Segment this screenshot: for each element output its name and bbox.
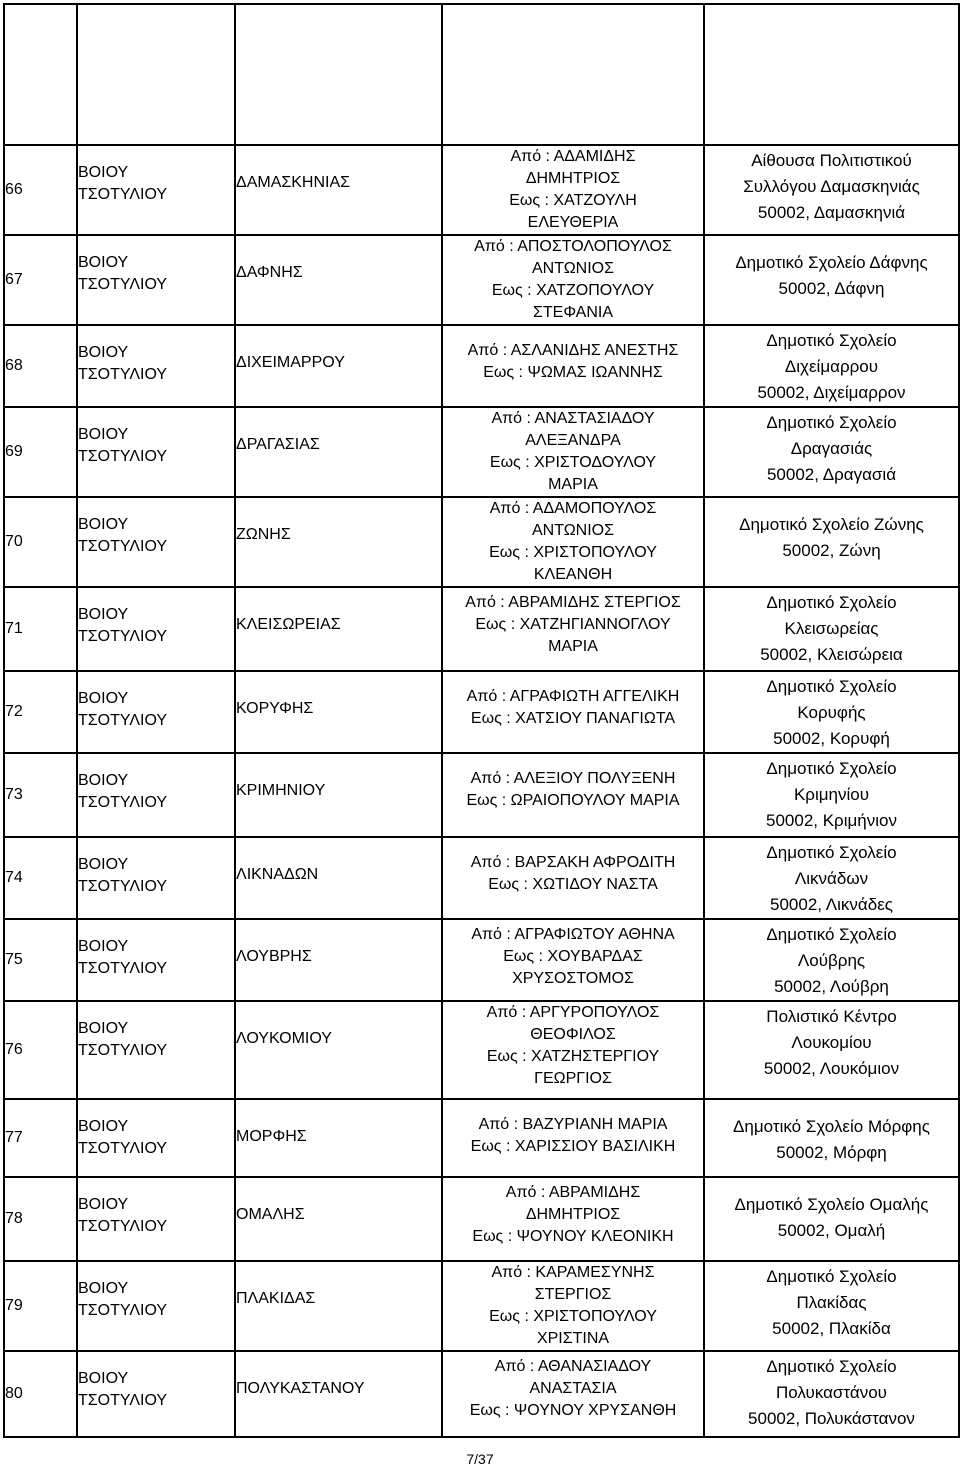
table-row bbox=[4, 919, 959, 1001]
voters-range: Από : ΒΑΖΥΡΙΑΝΗ ΜΑΡΙΑ Εως : ΧΑΡΙΣΣΙΟΥ ΒΑΣΙΛΙΚΗ bbox=[442, 1099, 704, 1177]
voters-range: Από : ΑΓΡΑΦΙΩΤΟΥ ΑΘΗΝΑ Εως : ΧΟΥΒΑΡΔΑΣ ΧΡΥΣΟΣΤΟΜΟΣ bbox=[442, 919, 704, 1001]
polling-station: Δημοτικό Σχολείο Δάφνης 50002, Δάφνη bbox=[704, 235, 959, 325]
section-number: 77 bbox=[4, 1099, 77, 1177]
table-row bbox=[4, 407, 959, 497]
municipality: ΒΟΙΟΥ ΤΣΟΤΥΛΙΟΥ bbox=[77, 587, 235, 671]
table-row bbox=[4, 145, 959, 235]
table-row bbox=[4, 837, 959, 919]
voters-range: Από : ΑΝΑΣΤΑΣΙΑΔΟΥ ΑΛΕΞΑΝΔΡΑ Εως : ΧΡΙΣΤΟΔΟΥΛΟΥ ΜΑΡΙΑ bbox=[442, 407, 704, 497]
header-polling-station: ΚΑΤΑΣΤΗΜΑ ΨΗΦΟΦΟΡΙΑΣ bbox=[704, 4, 959, 145]
polling-station: Δημοτικό Σχολείο Λούβρης 50002, Λούβρη bbox=[704, 919, 959, 1001]
section-number: 75 bbox=[4, 919, 77, 1001]
municipality: ΒΟΙΟΥ ΤΣΟΤΥΛΙΟΥ bbox=[77, 1177, 235, 1261]
voters-range: Από : ΑΔΑΜΙΔΗΣ ΔΗΜΗΤΡΙΟΣ Εως : ΧΑΤΖΟΥΛΗ ΕΛΕΥΘΕΡΙΑ bbox=[442, 145, 704, 235]
polling-station: Δημοτικό Σχολείο Πολυκαστάνου 50002, Πολυκάστανον bbox=[704, 1351, 959, 1437]
municipality: ΒΟΙΟΥ ΤΣΟΤΥΛΙΟΥ bbox=[77, 235, 235, 325]
table-row bbox=[4, 671, 959, 753]
section-number: 80 bbox=[4, 1351, 77, 1437]
municipality: ΒΟΙΟΥ ΤΣΟΤΥΛΙΟΥ bbox=[77, 407, 235, 497]
electoral-department: ΠΛΑΚΙΔΑΣ bbox=[235, 1261, 442, 1351]
table-row bbox=[4, 1177, 959, 1261]
electoral-department: ΔΙΧΕΙΜΑΡΡΟΥ bbox=[235, 325, 442, 407]
polling-station: Δημοτικό Σχολείο Λικνάδων 50002, Λικνάδες bbox=[704, 837, 959, 919]
table-row bbox=[4, 587, 959, 671]
voters-range: Από : ΑΔΑΜΟΠΟΥΛΟΣ ΑΝΤΩΝΙΟΣ Εως : ΧΡΙΣΤΟΠΟΥΛΟΥ ΚΛΕΑΝΘΗ bbox=[442, 497, 704, 587]
table-row bbox=[4, 235, 959, 325]
electoral-department: ΛΙΚΝΑΔΩΝ bbox=[235, 837, 442, 919]
polling-stations-table bbox=[3, 3, 960, 1438]
electoral-department: ΔΡΑΓΑΣΙΑΣ bbox=[235, 407, 442, 497]
section-number: 71 bbox=[4, 587, 77, 671]
section-number: 68 bbox=[4, 325, 77, 407]
polling-station: Αίθουσα Πολιτιστικού Συλλόγου Δαμασκηνιάς 50002, Δαμασκηνιά bbox=[704, 145, 959, 235]
table-row bbox=[4, 753, 959, 837]
polling-station: Δημοτικό Σχολείο Πλακίδας 50002, Πλακίδα bbox=[704, 1261, 959, 1351]
electoral-department: ΚΡΙΜΗΝΙΟΥ bbox=[235, 753, 442, 837]
voters-range: Από : ΑΡΓΥΡΟΠΟΥΛΟΣ ΘΕΟΦΙΛΟΣ Εως : ΧΑΤΖΗΣΤΕΡΓΙΟΥ ΓΕΩΡΓΙΟΣ bbox=[442, 1001, 704, 1099]
table-row bbox=[4, 1099, 959, 1177]
voters-range: Από : ΚΑΡΑΜΕΣΥΝΗΣ ΣΤΕΡΓΙΟΣ Εως : ΧΡΙΣΤΟΠΟΥΛΟΥ ΧΡΙΣΤΙΝΑ bbox=[442, 1261, 704, 1351]
table-header-row bbox=[4, 4, 959, 145]
municipality: ΒΟΙΟΥ ΤΣΟΤΥΛΙΟΥ bbox=[77, 753, 235, 837]
section-number: 76 bbox=[4, 1001, 77, 1099]
municipality: ΒΟΙΟΥ ΤΣΟΤΥΛΙΟΥ bbox=[77, 1001, 235, 1099]
municipality: ΒΟΙΟΥ ΤΣΟΤΥΛΙΟΥ bbox=[77, 145, 235, 235]
electoral-department: ΖΩΝΗΣ bbox=[235, 497, 442, 587]
electoral-department: ΛΟΥΒΡΗΣ bbox=[235, 919, 442, 1001]
polling-station: Δημοτικό Σχολείο Ομαλής 50002, Ομαλή bbox=[704, 1177, 959, 1261]
electoral-department: ΛΟΥΚΟΜΙΟΥ bbox=[235, 1001, 442, 1099]
municipality: ΒΟΙΟΥ ΤΣΟΤΥΛΙΟΥ bbox=[77, 671, 235, 753]
polling-station: Δημοτικό Σχολείο Διχείμαρρου 50002, Διχείμαρρον bbox=[704, 325, 959, 407]
electoral-department: ΜΟΡΦΗΣ bbox=[235, 1099, 442, 1177]
header-electoral-department: ΕΚΛΟΓΙΚΟ ΔΙΑΜΕΡΙΣΜΑ bbox=[235, 4, 442, 145]
voters-range: Από : ΑΓΡΑΦΙΩΤΗ ΑΓΓΕΛΙΚΗ Εως : ΧΑΤΣΙΟΥ ΠΑΝΑΓΙΩΤΑ bbox=[442, 671, 704, 753]
header-section-number: Α/Α ΕΚΛΟΓΙ ΚΟΥ ΤΜΗΜΑ ΤΟΣ bbox=[4, 4, 77, 145]
municipality: ΒΟΙΟΥ ΤΣΟΤΥΛΙΟΥ bbox=[77, 1261, 235, 1351]
voters-range: Από : ΒΑΡΣΑΚΗ ΑΦΡΟΔΙΤΗ Εως : ΧΩΤΙΔΟΥ ΝΑΣΤΑ bbox=[442, 837, 704, 919]
section-number: 74 bbox=[4, 837, 77, 919]
electoral-department: ΔΑΜΑΣΚΗΝΙΑΣ bbox=[235, 145, 442, 235]
polling-station: Δημοτικό Σχολείο Κορυφής 50002, Κορυφή bbox=[704, 671, 959, 753]
section-number: 70 bbox=[4, 497, 77, 587]
section-number: 67 bbox=[4, 235, 77, 325]
municipality: ΒΟΙΟΥ ΤΣΟΤΥΛΙΟΥ bbox=[77, 919, 235, 1001]
polling-station: Δημοτικό Σχολείο Δραγασιάς 50002, Δραγασιά bbox=[704, 407, 959, 497]
voters-range: Από : ΑΣΛΑΝΙΔΗΣ ΑΝΕΣΤΗΣ Εως : ΨΩΜΑΣ ΙΩΑΝΝΗΣ bbox=[442, 325, 704, 407]
municipality: ΒΟΙΟΥ ΤΣΟΤΥΛΙΟΥ bbox=[77, 1099, 235, 1177]
municipality: ΒΟΙΟΥ ΤΣΟΤΥΛΙΟΥ bbox=[77, 837, 235, 919]
polling-station: Πολιστικό Κέντρο Λουκομίου 50002, Λουκόμιον bbox=[704, 1001, 959, 1099]
section-number: 69 bbox=[4, 407, 77, 497]
section-number: 73 bbox=[4, 753, 77, 837]
electoral-department: ΟΜΑΛΗΣ bbox=[235, 1177, 442, 1261]
municipality: ΒΟΙΟΥ ΤΣΟΤΥΛΙΟΥ bbox=[77, 1351, 235, 1437]
voters-range: Από : ΑΒΡΑΜΙΔΗΣ ΔΗΜΗΤΡΙΟΣ Εως : ΨΟΥΝΟΥ ΚΛΕΟΝΙΚΗ bbox=[442, 1177, 704, 1261]
polling-station: Δημοτικό Σχολείο Κριμηνίου 50002, Κριμήνιον bbox=[704, 753, 959, 837]
voters-range: Από : ΑΒΡΑΜΙΔΗΣ ΣΤΕΡΓΙΟΣ Εως : ΧΑΤΖΗΓΙΑΝΝΟΓΛΟΥ ΜΑΡΙΑ bbox=[442, 587, 704, 671]
voters-range: Από : ΑΠΟΣΤΟΛΟΠΟΥΛΟΣ ΑΝΤΩΝΙΟΣ Εως : ΧΑΤΖΟΠΟΥΛΟΥ ΣΤΕΦΑΝΙΑ bbox=[442, 235, 704, 325]
section-number: 78 bbox=[4, 1177, 77, 1261]
table-row bbox=[4, 1001, 959, 1099]
header-municipality: ΔΗΜΟΣ / ΔΗΜΟΤΙΚΗ ΕΝΟΤΗΤΑ bbox=[77, 4, 235, 145]
table-row bbox=[4, 325, 959, 407]
section-number: 79 bbox=[4, 1261, 77, 1351]
table-row bbox=[4, 497, 959, 587]
table-row bbox=[4, 1351, 959, 1437]
polling-station: Δημοτικό Σχολείο Μόρφης 50002, Μόρφη bbox=[704, 1099, 959, 1177]
municipality: ΒΟΙΟΥ ΤΣΟΤΥΛΙΟΥ bbox=[77, 325, 235, 407]
electoral-department: ΔΑΦΝΗΣ bbox=[235, 235, 442, 325]
voters-range: Από : ΑΛΕΞΙΟΥ ΠΟΛΥΞΕΝΗ Εως : ΩΡΑΙΟΠΟΥΛΟΥ ΜΑΡΙΑ bbox=[442, 753, 704, 837]
electoral-department: ΠΟΛΥΚΑΣΤΑΝΟΥ bbox=[235, 1351, 442, 1437]
electoral-department: ΚΟΡΥΦΗΣ bbox=[235, 671, 442, 753]
electoral-department: ΚΛΕΙΣΩΡΕΙΑΣ bbox=[235, 587, 442, 671]
table-row bbox=[4, 1261, 959, 1351]
page-number: 7/37 bbox=[466, 1451, 494, 1467]
municipality: ΒΟΙΟΥ ΤΣΟΤΥΛΙΟΥ bbox=[77, 497, 235, 587]
section-number: 72 bbox=[4, 671, 77, 753]
header-voters: ΕΚΛΟΓΕΙΣ ΠΟΥ ΘΑ ΨΗΦΙΣΟΥΝ ΣΤΟ ΤΜΗΜΑ bbox=[442, 4, 704, 145]
voters-range: Από : ΑΘΑΝΑΣΙΑΔΟΥ ΑΝΑΣΤΑΣΙΑ Εως : ΨΟΥΝΟΥ ΧΡΥΣΑΝΘΗ bbox=[442, 1351, 704, 1437]
polling-station: Δημοτικό Σχολείο Κλεισωρείας 50002, Κλεισώρεια bbox=[704, 587, 959, 671]
polling-station: Δημοτικό Σχολείο Ζώνης 50002, Ζώνη bbox=[704, 497, 959, 587]
section-number: 66 bbox=[4, 145, 77, 235]
